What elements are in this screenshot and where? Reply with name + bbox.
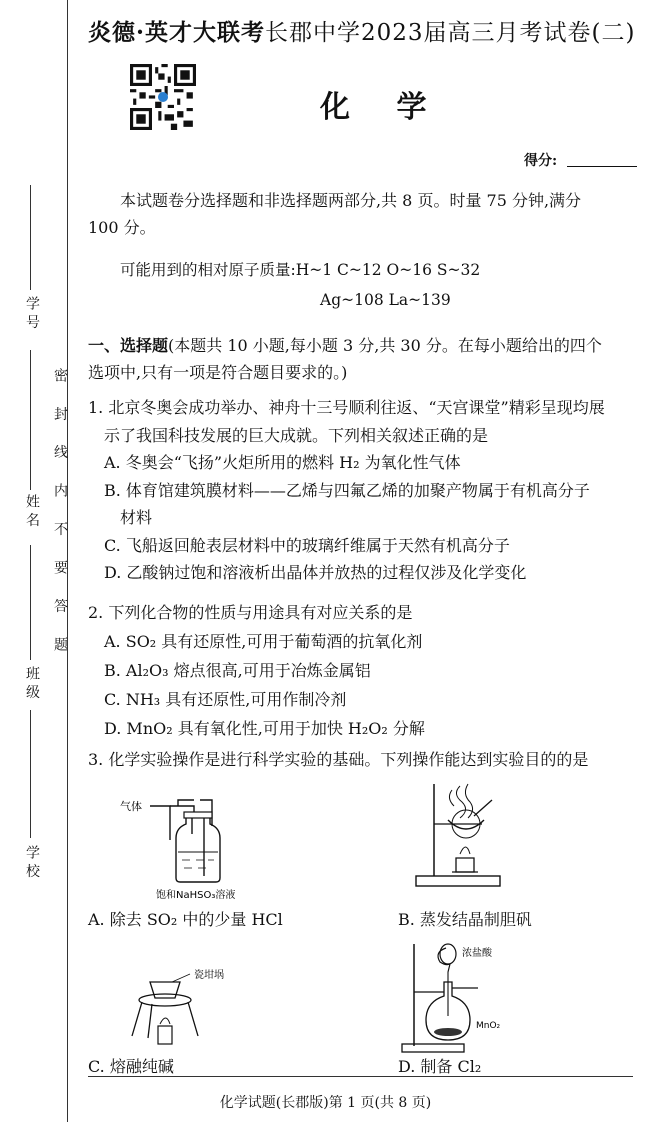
title-school: 长郡中学2023届高三月考试卷(二) bbox=[265, 20, 636, 46]
q3-figure-b bbox=[412, 780, 522, 892]
title-brand: 炎德·英才大联考 bbox=[88, 19, 266, 46]
q3-figure-c bbox=[128, 964, 268, 1054]
fig-d-mno2-label: MnO₂ bbox=[476, 1021, 501, 1031]
q2-stem: 2. 下列化合物的性质与用途具有对应关系的是 bbox=[88, 603, 413, 622]
exam-title bbox=[88, 14, 648, 47]
q3-option-d: D. 制备 Cl₂ bbox=[398, 1057, 482, 1076]
q1-stem-2: 示了我国科技发展的巨大成就。下列相关叙述正确的是 bbox=[104, 425, 489, 445]
page-footer: 化学试题(长郡版)第 1 页(共 8 页) bbox=[219, 1095, 432, 1111]
score-label: 得分: bbox=[524, 153, 558, 169]
q3-option-c: C. 熔融纯碱 bbox=[88, 1057, 174, 1076]
q1-option-b-cont: 材料 bbox=[120, 508, 153, 527]
fig-a-solution-label: 饱和NaHSO₃溶液 bbox=[156, 890, 236, 900]
section-instructions-2: 选项中,只有一项是符合题目要求的。) bbox=[88, 363, 348, 382]
q2-option-d: D. MnO₂ 具有氧化性,可用于加快 H₂O₂ 分解 bbox=[104, 719, 425, 738]
intro-line-2: 100 分。 bbox=[88, 218, 156, 237]
class-line-top bbox=[30, 545, 31, 660]
q1-option-a: A. 冬奥会“飞扬”火炬所用的燃料 H₂ 为氧化性气体 bbox=[104, 453, 461, 472]
q3-option-b: B. 蒸发结晶制胆矾 bbox=[398, 910, 532, 929]
q3-figure-d bbox=[400, 936, 530, 1056]
q3-option-a: A. 除去 SO₂ 中的少量 HCl bbox=[88, 910, 283, 929]
fig-c-label: 瓷坩埚 bbox=[194, 970, 224, 981]
score-blank bbox=[567, 166, 637, 167]
q1-option-b: B. 体育馆建筑膜材料——乙烯与四氟乙烯的加聚产物属于有机高分子 bbox=[104, 480, 590, 500]
q1-option-c: C. 飞船返回舱表层材料中的玻璃纤维属于天然有机高分子 bbox=[104, 535, 510, 555]
question-2 bbox=[88, 598, 643, 743]
school-label: 学 校 bbox=[24, 845, 40, 878]
footer-divider bbox=[88, 1076, 633, 1077]
name-label: 姓 名 bbox=[24, 494, 40, 527]
class-label: 班 级 bbox=[24, 666, 40, 699]
section-heading bbox=[88, 332, 643, 386]
section-title: 一、选择题 bbox=[88, 336, 169, 355]
qr-code-icon bbox=[130, 64, 196, 130]
subject-title: 化 学 bbox=[320, 90, 445, 125]
intro bbox=[88, 187, 643, 241]
q2-option-b: B. Al₂O₃ 熔点很高,可用于冶炼金属铝 bbox=[104, 661, 371, 680]
q1-option-d: D. 乙酸钠过饱和溶液析出晶体并放热的过程仅涉及化学变化 bbox=[104, 563, 527, 582]
fig-a-gas-label: 气体 bbox=[120, 800, 142, 813]
seal-line-text: 密 封 线 内 不 要 答 题 bbox=[52, 368, 68, 662]
intro-line-1: 本试题卷分选择题和非选择题两部分,共 8 页。时量 75 分钟,满分 bbox=[120, 191, 582, 210]
section-instructions: (本题共 10 小题,每小题 3 分,共 30 分。在每小题给出的四个 bbox=[168, 336, 602, 355]
school-line bbox=[30, 710, 31, 838]
q2-option-a: A. SO₂ 具有还原性,可用于葡萄酒的抗氧化剂 bbox=[104, 632, 423, 651]
q2-option-c: C. NH₃ 具有还原性,可用作制冷剂 bbox=[104, 690, 347, 709]
q1-stem-1: 1. 北京冬奥会成功举办、神舟十三号顺利往返、“天宫课堂”精彩呈现均展 bbox=[88, 398, 605, 417]
question-1 bbox=[88, 394, 643, 587]
q3-stem: 3. 化学实验操作是进行科学实验的基础。下列操作能达到实验目的的是 bbox=[88, 750, 589, 769]
student-id-line bbox=[30, 185, 31, 290]
fig-d-acid-label: 浓盐酸 bbox=[462, 948, 492, 959]
atomic-mass bbox=[88, 255, 643, 315]
q3-figure-a bbox=[112, 790, 302, 900]
name-line-top bbox=[30, 350, 31, 490]
student-id-label: 学 号 bbox=[24, 296, 40, 329]
atomic-mass-line-1: 可能用到的相对原子质量:H~1 C~12 O~16 S~32 bbox=[120, 261, 481, 279]
atomic-mass-line-2: Ag~108 La~139 bbox=[320, 291, 451, 309]
